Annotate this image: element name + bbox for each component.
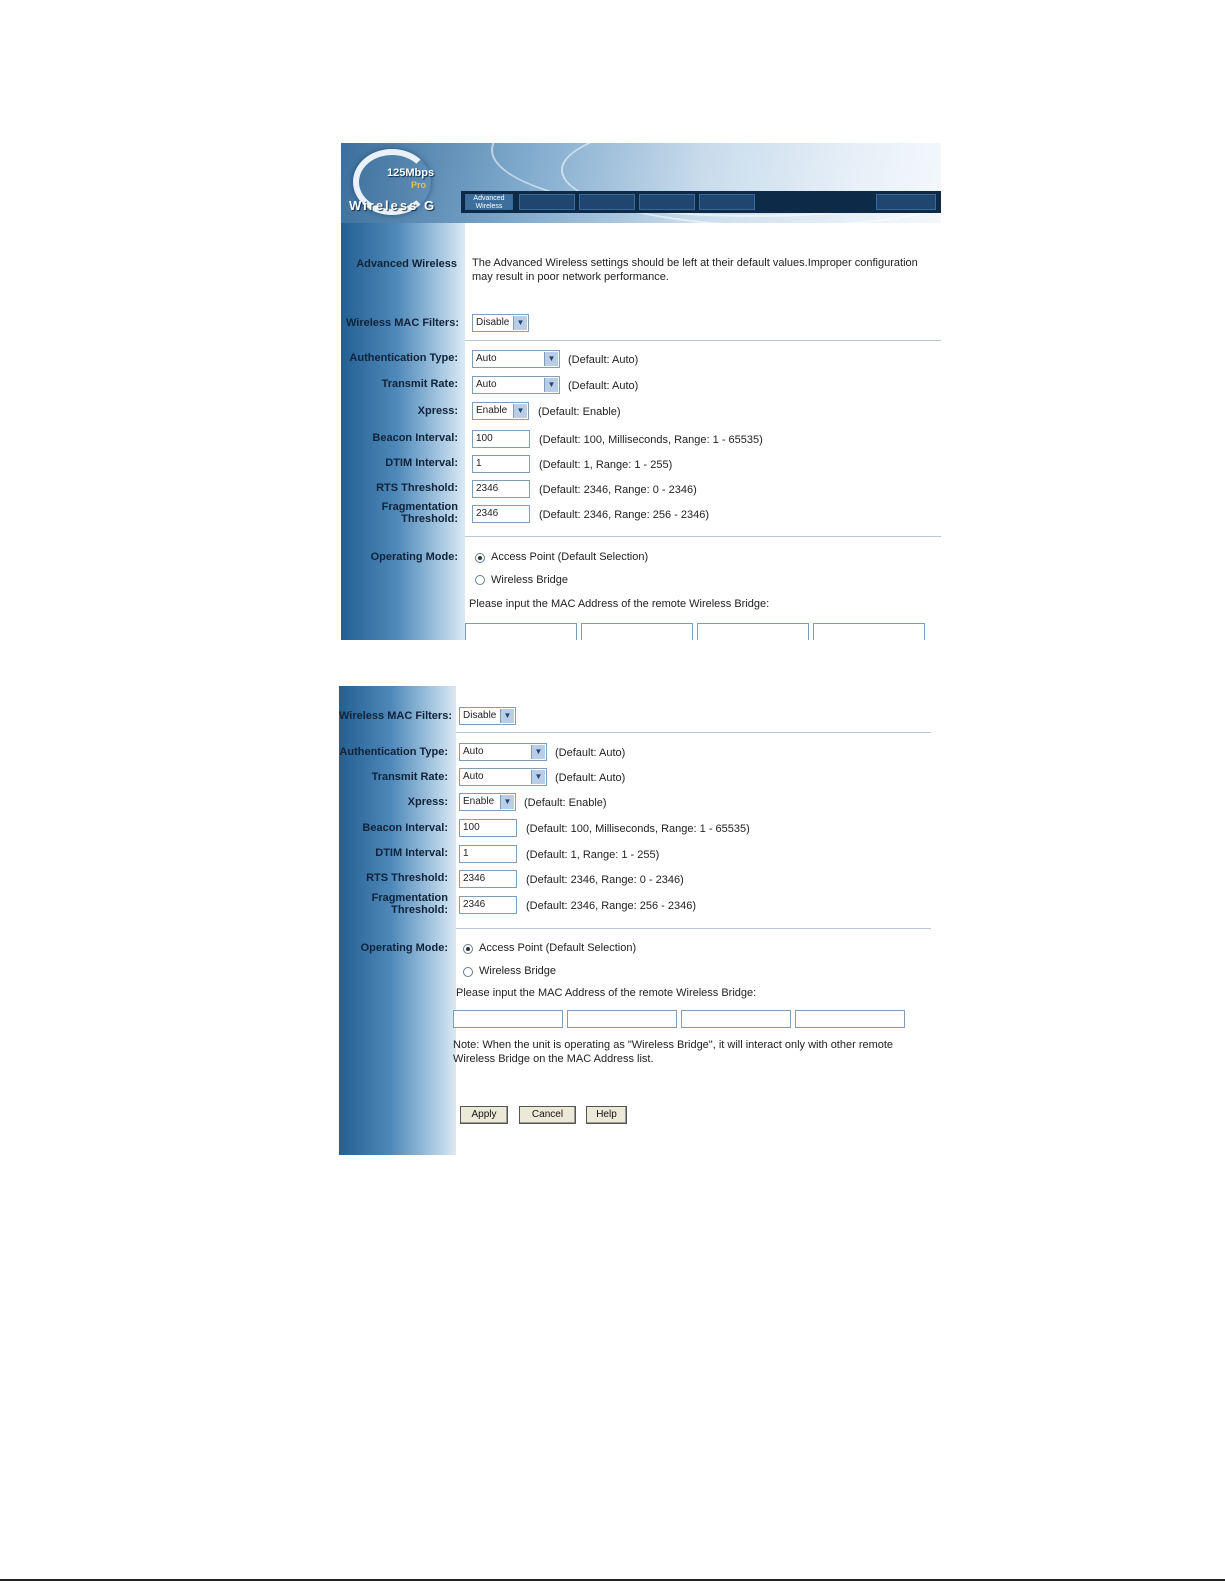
dtim-interval-hint: (Default: 1, Range: 1 - 255) (539, 459, 673, 471)
radio-access-point[interactable] (463, 944, 473, 954)
transmit-rate-hint: (Default: Auto) (555, 772, 626, 784)
cancel-button[interactable]: Cancel (519, 1106, 576, 1124)
dtim-interval-input[interactable]: 1 (459, 845, 517, 863)
dtim-interval-hint: (Default: 1, Range: 1 - 255) (526, 849, 660, 861)
select-value: Auto (463, 771, 484, 782)
auth-type-hint: (Default: Auto) (555, 747, 626, 759)
mac-filter-select[interactable] (459, 707, 516, 725)
apply-button[interactable]: Apply (460, 1106, 508, 1124)
label-line: Fragmentation (381, 501, 458, 513)
radio-wireless-bridge[interactable] (463, 967, 473, 977)
rts-threshold-hint: (Default: 2346, Range: 0 - 2346) (539, 484, 697, 496)
logo-wordmark: Wireless G (349, 198, 437, 213)
tab-5[interactable] (699, 194, 755, 210)
mac-address-prompt: Please input the MAC Address of the remote Wireless Bridge: (469, 598, 770, 610)
fragmentation-threshold-input[interactable]: 2346 (472, 505, 530, 523)
radio-wireless-bridge[interactable] (475, 575, 485, 585)
wireless-bridge-option-label: Wireless Bridge (479, 965, 557, 977)
chevron-down-icon: ▼ (544, 378, 558, 392)
header-banner (341, 143, 941, 223)
mac-address-field-1[interactable] (453, 1010, 563, 1028)
tab-4[interactable] (639, 194, 695, 210)
mac-address-field-4[interactable] (795, 1010, 905, 1028)
mac-address-field-1[interactable] (465, 623, 577, 640)
mac-filter-label: Wireless MAC Filters: (339, 710, 452, 722)
mac-filter-select[interactable] (472, 314, 529, 332)
chevron-down-icon: ▼ (513, 316, 527, 330)
rts-threshold-input[interactable]: 2346 (472, 480, 530, 498)
bridge-note: Note: When the unit is operating as "Wireless Bridge", it will interact only with other remote Wireless Bridge on the MAC Address list. (453, 1039, 894, 1065)
transmit-rate-label: Transmit Rate: (371, 771, 448, 783)
mac-address-field-3[interactable] (697, 623, 809, 640)
chevron-down-icon: ▼ (500, 709, 514, 723)
select-value: Disable (463, 710, 497, 721)
fragmentation-threshold-label (339, 892, 448, 916)
xpress-select[interactable] (472, 402, 529, 420)
tab-label: Advanced (473, 195, 505, 202)
label-line: Threshold: (391, 904, 448, 916)
select-value: Auto (463, 746, 484, 757)
select-value: Auto (476, 353, 497, 364)
chevron-down-icon: ▼ (544, 352, 558, 366)
chevron-down-icon: ▼ (513, 404, 527, 418)
beacon-interval-label: Beacon Interval: (362, 822, 448, 834)
section-heading: Advanced Wireless (356, 258, 457, 270)
tab-2[interactable] (519, 194, 575, 210)
label-line: Fragmentation (371, 892, 448, 904)
beacon-interval-hint: (Default: 100, Milliseconds, Range: 1 - 65535) (526, 823, 750, 835)
dtim-interval-input[interactable]: 1 (472, 455, 530, 473)
rts-threshold-label: RTS Threshold: (376, 482, 458, 494)
beacon-interval-hint: (Default: 100, Milliseconds, Range: 1 - 65535) (539, 434, 763, 446)
chevron-down-icon: ▼ (500, 795, 514, 809)
chevron-down-icon: ▼ (531, 745, 545, 759)
access-point-option-label: Access Point (Default Selection) (479, 942, 637, 954)
transmit-rate-select[interactable] (459, 768, 547, 786)
operating-mode-label: Operating Mode: (370, 551, 458, 563)
operating-mode-label: Operating Mode: (360, 942, 448, 954)
xpress-label: Xpress: (417, 405, 458, 417)
rts-threshold-label: RTS Threshold: (366, 872, 448, 884)
divider (465, 340, 941, 341)
divider (456, 928, 931, 929)
xpress-label: Xpress: (407, 796, 448, 808)
select-value: Disable (476, 317, 510, 328)
mac-address-field-2[interactable] (581, 623, 693, 640)
auth-type-label: Authentication Type: (339, 746, 448, 758)
auth-type-select[interactable] (472, 350, 560, 368)
tab-label: Wireless (475, 203, 503, 210)
mac-address-field-4[interactable] (813, 623, 925, 640)
select-value: Enable (463, 796, 495, 807)
beacon-interval-label: Beacon Interval: (372, 432, 458, 444)
chevron-down-icon: ▼ (531, 770, 545, 784)
screenshot-bottom (339, 686, 931, 1155)
dtim-interval-label: DTIM Interval: (385, 457, 458, 469)
mac-address-prompt: Please input the MAC Address of the remote Wireless Bridge: (456, 987, 757, 999)
nav-tabbar (461, 191, 941, 213)
page-footer-rule (0, 1579, 1225, 1581)
tab-advanced-wireless[interactable] (465, 194, 513, 210)
wireless-bridge-option-label: Wireless Bridge (491, 574, 569, 586)
logo-sub: Pro (411, 180, 427, 190)
fragmentation-threshold-input[interactable]: 2346 (459, 896, 517, 914)
beacon-interval-input[interactable]: 100 (459, 819, 517, 837)
divider (456, 732, 931, 733)
transmit-rate-label: Transmit Rate: (381, 378, 458, 390)
label-line: Threshold: (401, 513, 458, 525)
fragmentation-threshold-hint: (Default: 2346, Range: 256 - 2346) (526, 900, 697, 912)
auth-type-label: Authentication Type: (349, 352, 458, 364)
xpress-select[interactable] (459, 793, 516, 811)
access-point-option-label: Access Point (Default Selection) (491, 551, 649, 563)
rts-threshold-input[interactable]: 2346 (459, 870, 517, 888)
screenshot-top (341, 143, 941, 640)
beacon-interval-input[interactable]: 100 (472, 430, 530, 448)
transmit-rate-hint: (Default: Auto) (568, 380, 639, 392)
xpress-hint: (Default: Enable) (524, 797, 607, 809)
select-value: Auto (476, 379, 497, 390)
help-button[interactable]: Help (586, 1106, 627, 1124)
mac-filter-label: Wireless MAC Filters: (346, 317, 459, 329)
mac-address-field-3[interactable] (681, 1010, 791, 1028)
transmit-rate-select[interactable] (472, 376, 560, 394)
intro-description: The Advanced Wireless settings should be left at their default values.Improper configuration may result in poor network performance. (472, 257, 918, 283)
rts-threshold-hint: (Default: 2346, Range: 0 - 2346) (526, 874, 684, 886)
fragmentation-threshold-hint: (Default: 2346, Range: 256 - 2346) (539, 509, 710, 521)
dtim-interval-label: DTIM Interval: (375, 847, 448, 859)
xpress-hint: (Default: Enable) (538, 406, 621, 418)
tab-6[interactable] (876, 194, 936, 210)
select-value: Enable (476, 405, 508, 416)
radio-access-point[interactable] (475, 553, 485, 563)
divider (465, 536, 941, 537)
fragmentation-threshold-label (341, 501, 458, 525)
auth-type-hint: (Default: Auto) (568, 354, 639, 366)
auth-type-select[interactable] (459, 743, 547, 761)
mac-address-field-2[interactable] (567, 1010, 677, 1028)
logo-speed: 125Mbps (387, 167, 435, 179)
tab-3[interactable] (579, 194, 635, 210)
